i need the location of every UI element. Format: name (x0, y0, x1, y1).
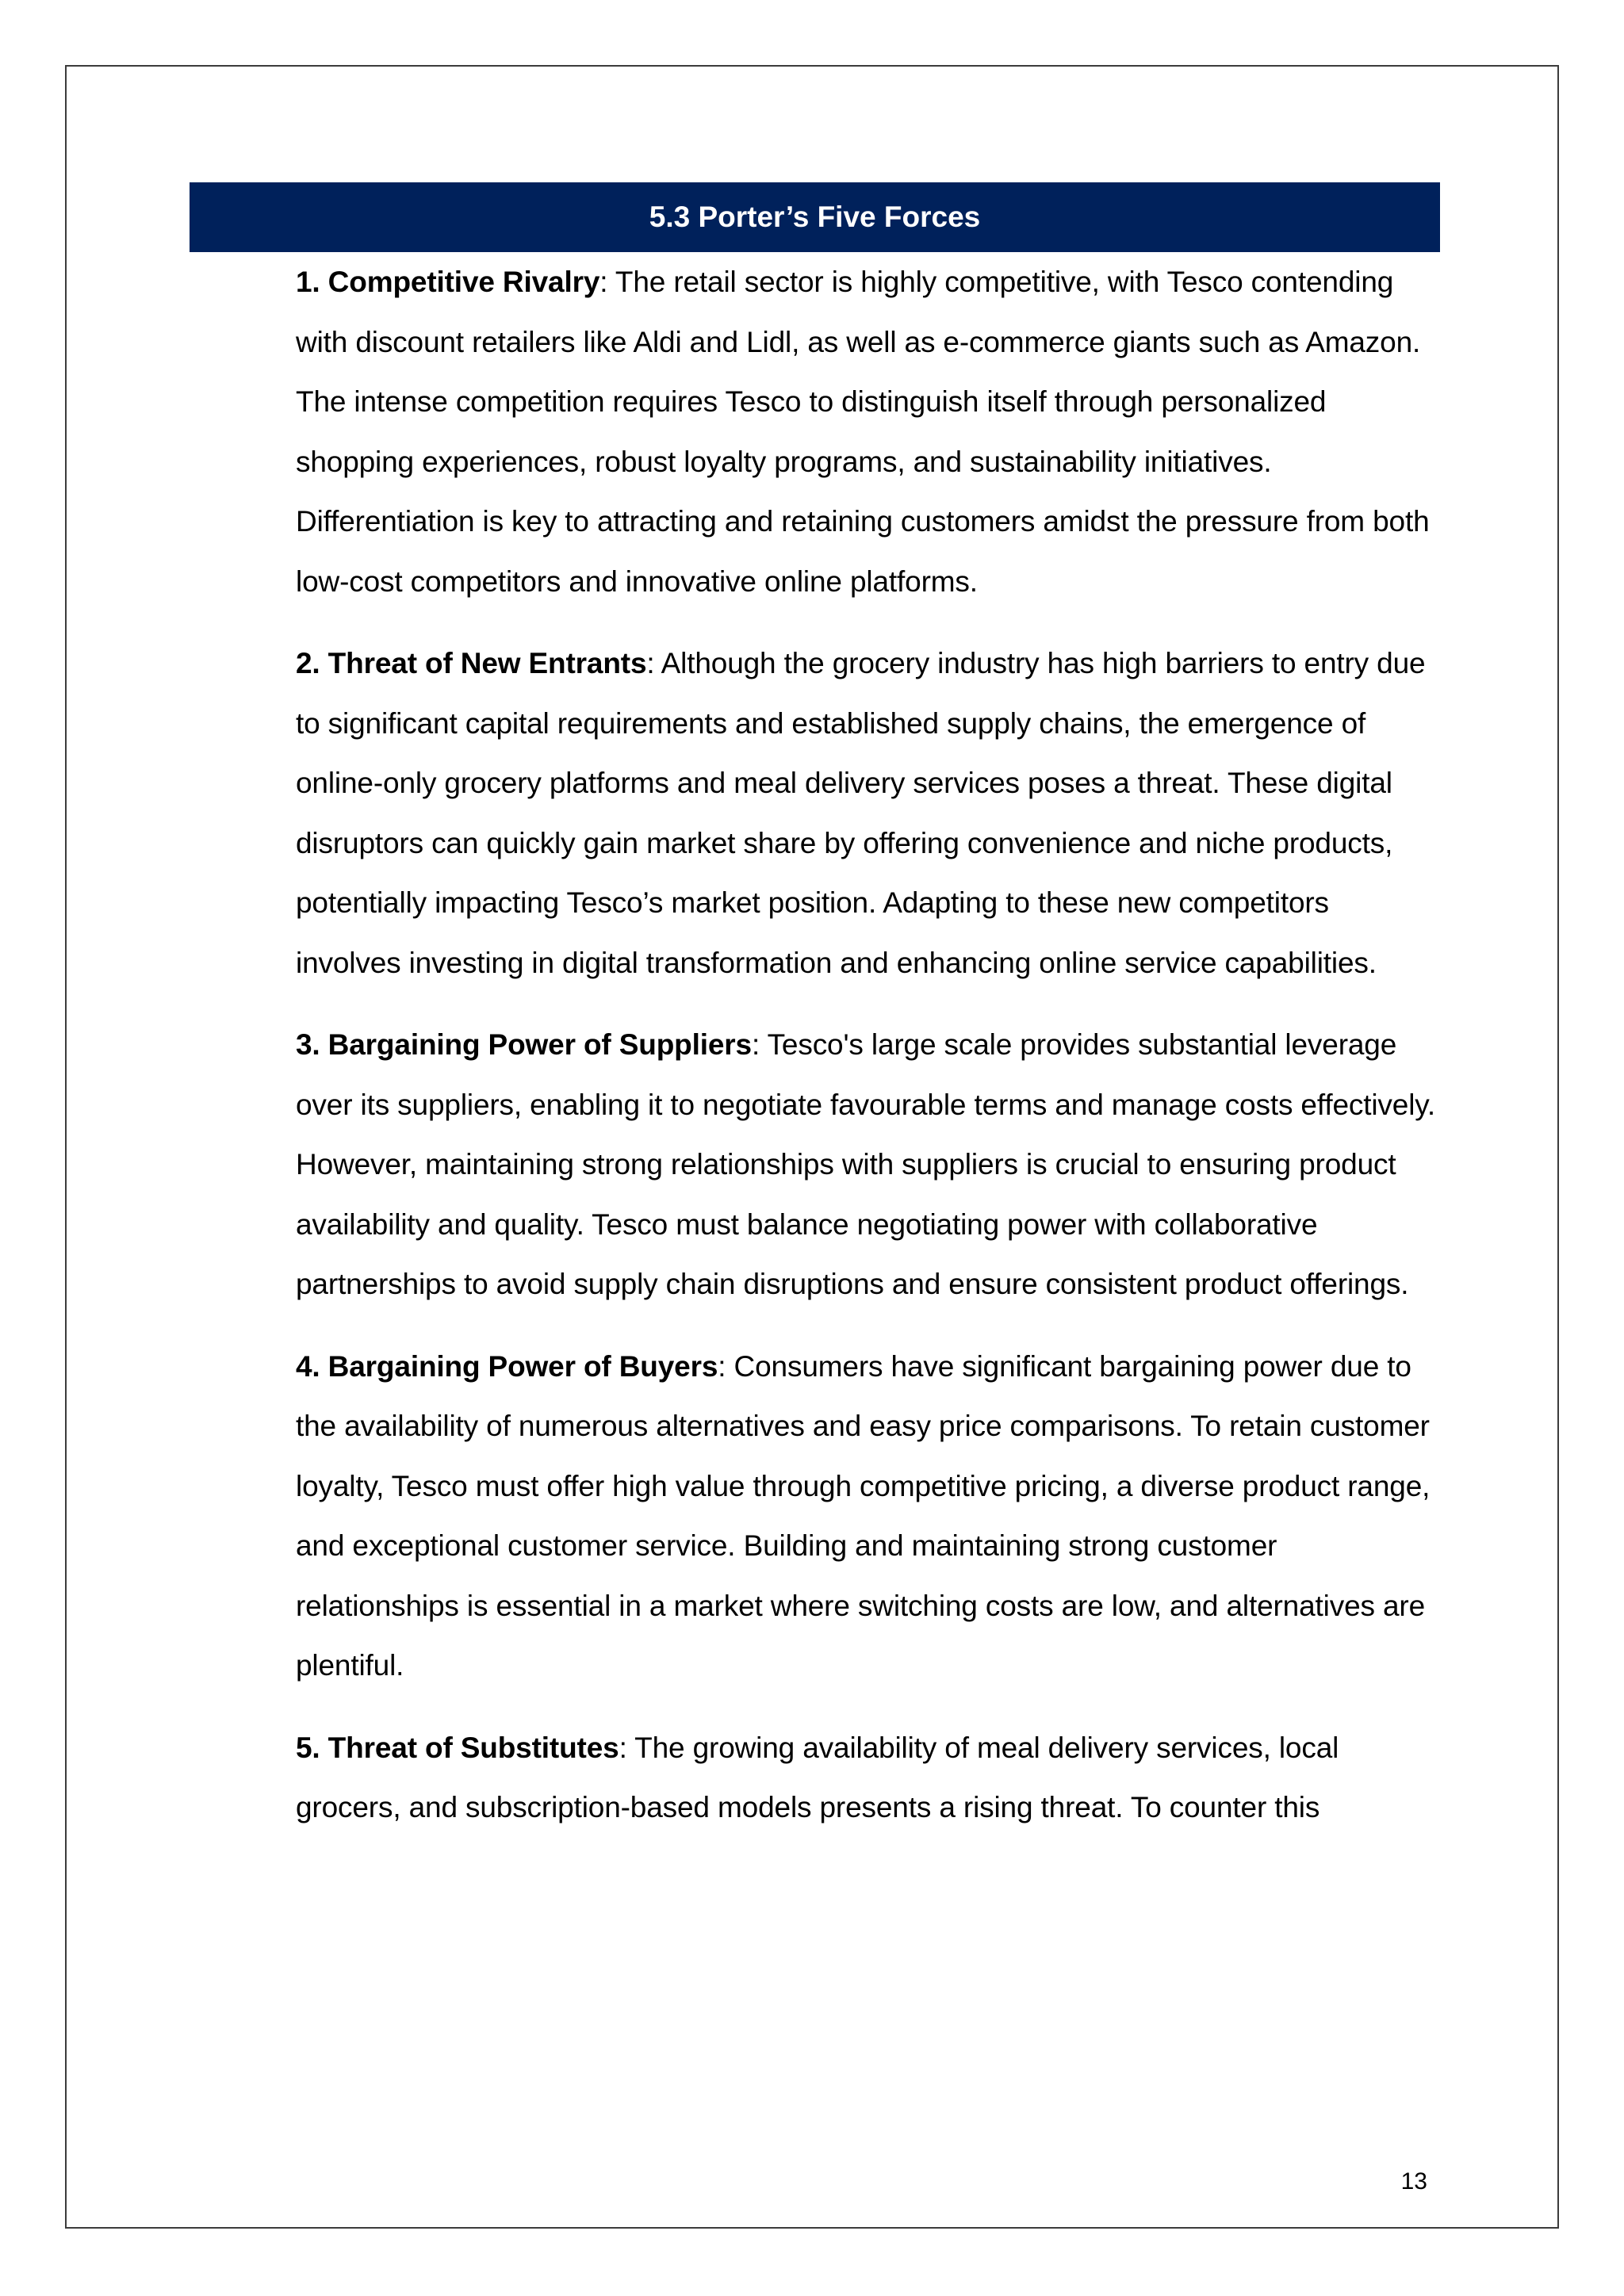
page-number: 13 (1400, 2168, 1427, 2195)
force-title: 5. Threat of Substitutes (296, 1731, 619, 1764)
force-title: 1. Competitive Rivalry (296, 266, 600, 298)
force-title: 2. Threat of New Entrants (296, 647, 647, 679)
force-paragraph-substitutes (296, 1718, 1438, 1838)
document-body (296, 252, 1438, 1860)
force-body: : Tesco's large scale provides substantial leverage over its suppliers, enabling it to negotiate favourable terms and manage costs effectively. However, maintaining strong relationships with suppliers is crucial to ensuring product availability and quality. Tesco must balance negotiating power with collaborative partnerships to avoid supply chain disruptions and ensure consistent product offerings. (296, 1028, 1436, 1300)
force-body: : The growing availability of meal delivery services, local grocers, and subscription-based models presents a rising threat. To counter this (296, 1731, 1339, 1823)
section-title: 5.3 Porter’s Five Forces (649, 201, 981, 233)
force-body: : Consumers have significant bargaining power due to the availability of numerous alternatives and easy price comparisons. To retain customer loyalty, Tesco must offer high value through competitive pricing, a diverse product range, and exceptional customer service. Building and maintaining strong customer relationships is essential in a market where switching costs are low, and alternatives are plentiful. (296, 1349, 1431, 1682)
force-body: : The retail sector is highly competitive, with Tesco contending with discount retailers like Aldi and Lidl, as well as e-commerce giants such as Amazon. The intense competition requires Tesco to distinguish itself through personalized shopping experiences, robust loyalty programs, and sustainability initiatives. Differentiation is key to attracting and retaining customers amidst the pressure from both low-cost competitors and innovative online platforms. (296, 266, 1430, 598)
force-title: 3. Bargaining Power of Suppliers (296, 1028, 752, 1061)
force-paragraph-new-entrants (296, 633, 1438, 993)
force-body: : Although the grocery industry has high barriers to entry due to significant capital requirements and established supply chains, the emergence of online-only grocery platforms and meal delivery services poses a threat. These digital disruptors can quickly gain market share by offering convenience and niche products, potentially impacting Tesco’s market position. Adapting to these new competitors involves investing in digital transformation and enhancing online service capabilities. (296, 647, 1426, 979)
force-paragraph-competitive-rivalry (296, 252, 1438, 611)
force-paragraph-buyer-power (296, 1337, 1438, 1696)
force-paragraph-supplier-power (296, 1015, 1438, 1314)
force-title: 4. Bargaining Power of Buyers (296, 1349, 718, 1383)
section-header-bar (190, 182, 1440, 252)
